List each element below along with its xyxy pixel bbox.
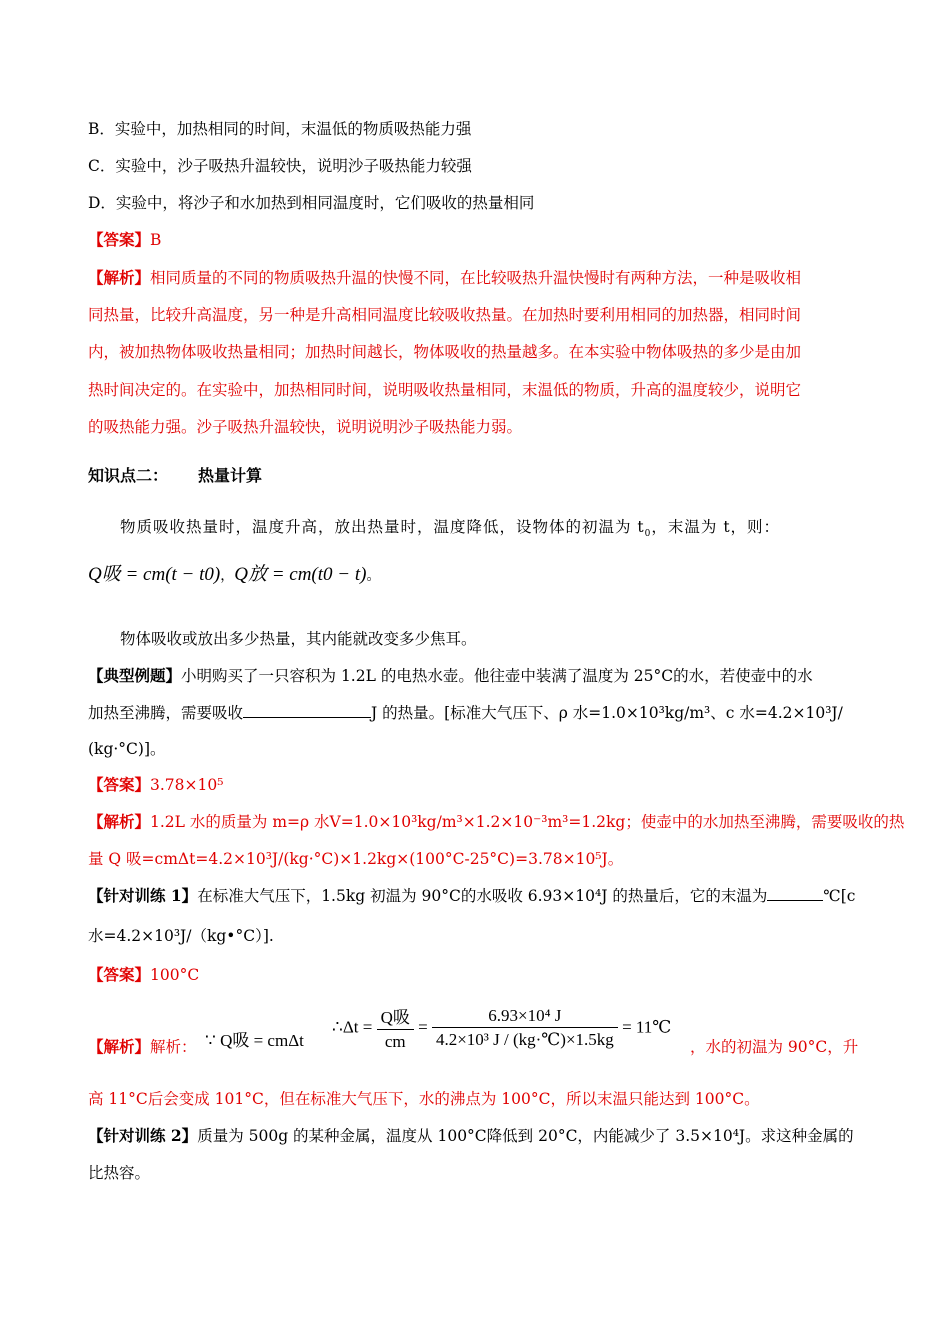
section-intro: 物质吸收热量时，温度升高，放出热量时，温度降低，设物体的初温为 $t_0$，末温为 t，则：: [120, 518, 781, 539]
training1-analysis-line-2: 高 11°C后会变成 101°C，但在标准大气压下，水的沸点为 100°C，所以末温只能达到 100°C。: [88, 1090, 760, 1108]
equation-delta-t: ∴Δt = $\frac{\text{Q吸}}{cm}$ = $\frac{\text{6.93×10⁴ J}}{\text{4.2×10³ J / (kg·℃)×1.5kg}}$ = 11℃: [332, 1003, 671, 1052]
training1-line-1: 【针对训练 1】在标准大气压下，1.5kg 初温为 90°C的水吸收 6.93×10⁴J 的热量后，它的末温为 ℃[c: [88, 886, 856, 905]
training1-analysis-tail: ，水的初温为 90°C，升: [690, 1038, 859, 1056]
option-d: D．实验中，将沙子和水加热到相同温度时，它们吸收的热量相同: [88, 194, 535, 212]
answer-label: 【答案】: [88, 230, 151, 249]
q1-analysis-line-5: 的吸热能力强。沙子吸热升温较快，说明说明沙子吸热能力弱。: [88, 418, 523, 436]
q1-analysis-line-4: 热时间决定的。在实验中，加热相同时间，说明吸收热量相同，末温低的物质，升高的温度较少，说明它: [88, 381, 802, 399]
fraction-values: $\frac{\text{6.93×10⁴ J}}{\text{4.2×10³ J / (kg·℃)×1.5kg}}$: [432, 1006, 618, 1050]
example-line-2: 加热至沸腾，需要吸收 J 的热量。[标准大气压下、ρ 水=1.0×10³kg/m³、c 水=4.2×10³J/: [88, 704, 843, 722]
q1-analysis-line-3: 内，被加热物体吸收热量相同；加热时间越长，物体吸收的热量越多。在本实验中物体吸热的多少是由加: [88, 343, 802, 361]
example-analysis-line-1: 【解析】1.2L 水的质量为 m=ρ 水V=1.0×10³kg/m³×1.2×10⁻³m³=1.2kg；使壶中的水加热至沸腾，需要吸收的热: [88, 812, 905, 831]
section-subtitle: 热量计算: [198, 466, 263, 485]
training1-analysis-label: 【解析】解析：: [88, 1037, 197, 1056]
formula-release: Q放 = cm(t0 − t): [234, 564, 367, 585]
heat-formulas: Q吸 = cm(t − t0)，Q放 = cm(t0 − t)。: [88, 564, 381, 585]
training2-line-1: 【针对训练 2】质量为 500g 的某种金属，温度从 100°C降低到 20°C，内能减少了 3.5×10⁴J。求这种金属的: [88, 1126, 854, 1145]
example-line-3: (kg·°C)]。: [88, 740, 166, 758]
analysis-label: 【解析】: [88, 268, 151, 287]
example-analysis-line-2: 量 Q 吸=cmΔt=4.2×10³J/(kg·°C)×1.2kg×(100°C-25°C)=3.78×10⁵J。: [88, 850, 624, 868]
formula-absorb: Q吸 = cm(t − t0): [88, 564, 221, 585]
fraction-q-over-cm: $\frac{\text{Q吸}}{cm}$: [377, 1003, 414, 1052]
option-b: B．实验中，加热相同的时间，末温低的物质吸热能力强: [88, 120, 472, 138]
option-c: C．实验中，沙子吸热升温较快，说明沙子吸热能力较强: [88, 157, 472, 175]
answer-blank[interactable]: [767, 886, 823, 901]
q1-analysis-line-1: 【解析】相同质量的不同的物质吸热升温的快慢不同，在比较吸热升温快慢时有两种方法，一种是吸收相: [88, 268, 802, 287]
section-note: 物体吸收或放出多少热量，其内能就改变多少焦耳。: [120, 630, 477, 648]
q1-answer: [88, 230, 161, 250]
training1-line-2: 水=4.2×10³J/（kg•°C）].: [88, 927, 274, 945]
q1-analysis-line-2: 同热量，比较升高温度，另一种是升高相同温度比较吸收热量。在加热时要利用相同的加热器，相同时间: [88, 306, 802, 324]
example-label: 【典型例题】: [88, 666, 182, 685]
answer-value: B: [150, 231, 162, 249]
example-line-1: 【典型例题】小明购买了一只容积为 1.2L 的电热水壶。他往壶中装满了温度为 25°C的水，若使壶中的水: [88, 666, 813, 685]
section-title: 知识点二：: [88, 466, 169, 485]
training2-line-2: 比热容。: [88, 1164, 151, 1182]
example-answer: 【答案】3.78×10⁵: [88, 775, 224, 794]
answer-blank[interactable]: [243, 703, 371, 718]
training1-answer: 【答案】100°C: [88, 965, 200, 984]
equation-heat: ∵ Q吸 = cmΔt: [205, 1031, 304, 1050]
section-heading: [88, 466, 262, 486]
